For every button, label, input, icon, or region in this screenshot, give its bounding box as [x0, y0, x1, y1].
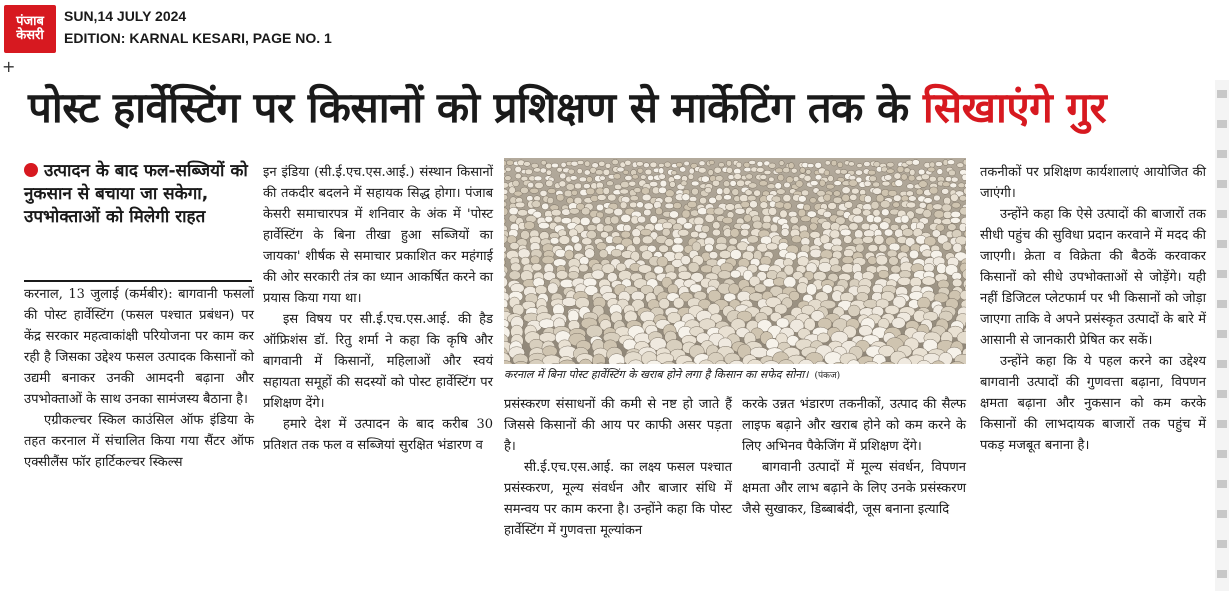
photo-credit: (पंकज) [814, 371, 841, 381]
article-column-2 [263, 162, 493, 456]
col1-paragraph-2: एग्रीकल्चर स्किल काउंसिल ऑफ इंडिया के तहत करनाल में संचालित किया गया सैंटर ऑफ एक्सीलैंस फॉर हार्टिकल्चर स्किल्स [24, 413, 254, 470]
headline-accent: सिखाएंगे गुर [922, 83, 1107, 132]
garlic-pile-image [504, 158, 966, 364]
article-column-5 [980, 162, 1206, 456]
article-subheadline [24, 160, 252, 229]
article-headline [28, 68, 1218, 152]
crosshair-cursor-icon: + [2, 57, 16, 76]
caption-text: करनाल में बिना पोस्ट हार्वेस्टिंग के खराब होने लगा है किसान का सफेद सोना। [504, 368, 809, 381]
article-column-3 [504, 394, 732, 541]
logo-line-1: पंजाब [16, 14, 44, 30]
headline-main: पोस्ट हार्वेस्टिंग पर किसानों को प्रशिक्षण से मार्केटिंग तक के [28, 83, 923, 132]
col3-paragraph-2: सी.ई.एच.एस.आई. का लक्ष्य फसल पश्चात प्रसंस्करण, मूल्य संवर्धन और बाजार संधि में समन्वय पर काम करना है। उन्होंने कहा कि पोस्ट हार्वेस्टिंग में गुणवत्ता मूल्यांकन [504, 460, 732, 538]
col4-paragraph-1: करके उन्नत भंडारण तकनीकों, उत्पाद की सैल्फ लाइफ बढ़ाने और खराब होने को कम करने के लिए अभिनव पैकेजिंग में प्रशिक्षण देंगे। [742, 397, 966, 454]
publication-date: SUN,14 JULY 2024 [64, 8, 187, 24]
punjab-kesari-logo [4, 5, 56, 53]
col3-paragraph-1: प्रसंस्करण संसाधनों की कमी से नष्ट हो जाते हैं जिससे किसानों की आय पर काफी असर पड़ता है। [504, 397, 732, 454]
article-column-1 [24, 284, 254, 473]
photo-caption [504, 364, 966, 386]
article-photo [504, 158, 966, 384]
adjacent-article-edge [1215, 80, 1229, 591]
col2-paragraph-3: हमारे देश में उत्पादन के बाद करीब 30 प्रतिशत तक फल व सब्जियां सुरक्षित भंडारण व [263, 417, 493, 453]
masthead [0, 0, 1229, 58]
col5-paragraph-3: उन्होंने कहा कि ये पहल करने का उद्देश्य बागवानी उत्पादों की गुणवत्ता बढ़ाना, विपणन क्षमता बढ़ाना और नुकसान को कम करके किसानों की लाभदायक बाजारों तक पहुंच में पकड़ मजबूत बनाना है। [980, 354, 1206, 453]
col5-paragraph-2: उन्होंने कहा कि ऐसे उत्पादों की बाजारों तक सीधी पहुंच की सुविधा प्रदान करवाने में मदद की जाएगी। क्रेता व विक्रेता की बैठकें करवाकर किसानों को सीधे उपभोक्ताओं से जोड़ेंगे। यही नहीं डिजिटल प्लेटफार्म पर भी किसानों को जोड़ा जाएगा ताकि वे अपने प्रसंस्कृत उत्पादों के बारे में आसानी से जानकारी प्रेषित कर सकें। [980, 207, 1206, 348]
col4-paragraph-2: बागवानी उत्पादों में मूल्य संवर्धन, विपणन क्षमता और लाभ बढ़ाने के लिए उनके प्रसंस्करण जैसे सुखाकर, डिब्बाबंदी, जूस बनाना इत्यादि [742, 460, 966, 517]
col2-paragraph-2: इस विषय पर सी.ई.एच.एस.आई. की हैड ऑफ्रिशंस डॉ. रितु शर्मा ने कहा कि कृषि और बागवानी में किसानों, महिलाओं और स्वयं सहायता समूहों की सदस्यों को पोस्ट हार्वेस्टिंग पर प्रशिक्षण देंगे। [263, 312, 493, 411]
col5-paragraph-1: तकनीकों पर प्रशिक्षण कार्यशालाएं आयोजित की जाएंगी। [980, 165, 1206, 201]
col2-paragraph-1: इन इंडिया (सी.ई.एच.एस.आई.) संस्थान किसानों की तकदीर बदलने में सहायक सिद्ध होगा। पंजाब केसरी समाचारपत्र में शनिवार के अंक में 'पोस्ट हार्वेस्टिंग के बिना तीखा हुआ सब्जियों का जायका' शीर्षक से समाचार प्रकाशित कर महंगाई की ओर सरकारी तंत्र का ध्यान आकर्षित करने का प्रयास किया गया था। [263, 165, 493, 306]
col1-paragraph-1: करनाल, 13 जुलाई (कर्मबीर): बागवानी फसलों की पोस्ट हार्वेस्टिंग (फसल पश्चात प्रबंधन) पर केंद्र सरकार महत्वाकांक्षी परियोजना पर काम कर रही है जिसका उद्देश्य फसल उत्पादक किसानों को उद्यमी बनाकर उनकी आमदनी बढ़ाना और उपभोक्ताओं के साथ उनका सामंजस्य बैठाना है। [24, 287, 254, 407]
red-bullet-icon [24, 163, 38, 177]
logo-line-2: केसरी [16, 28, 44, 43]
article-column-4 [742, 394, 966, 520]
subheadline-text: उत्पादन के बाद फल-सब्जियों को नुकसान से बचाया जा सकेगा, उपभोक्ताओं को मिलेगी राहत [24, 161, 248, 227]
subheadline-divider [24, 280, 252, 282]
edition-info: EDITION: KARNAL KESARI, PAGE NO. 1 [64, 30, 332, 46]
